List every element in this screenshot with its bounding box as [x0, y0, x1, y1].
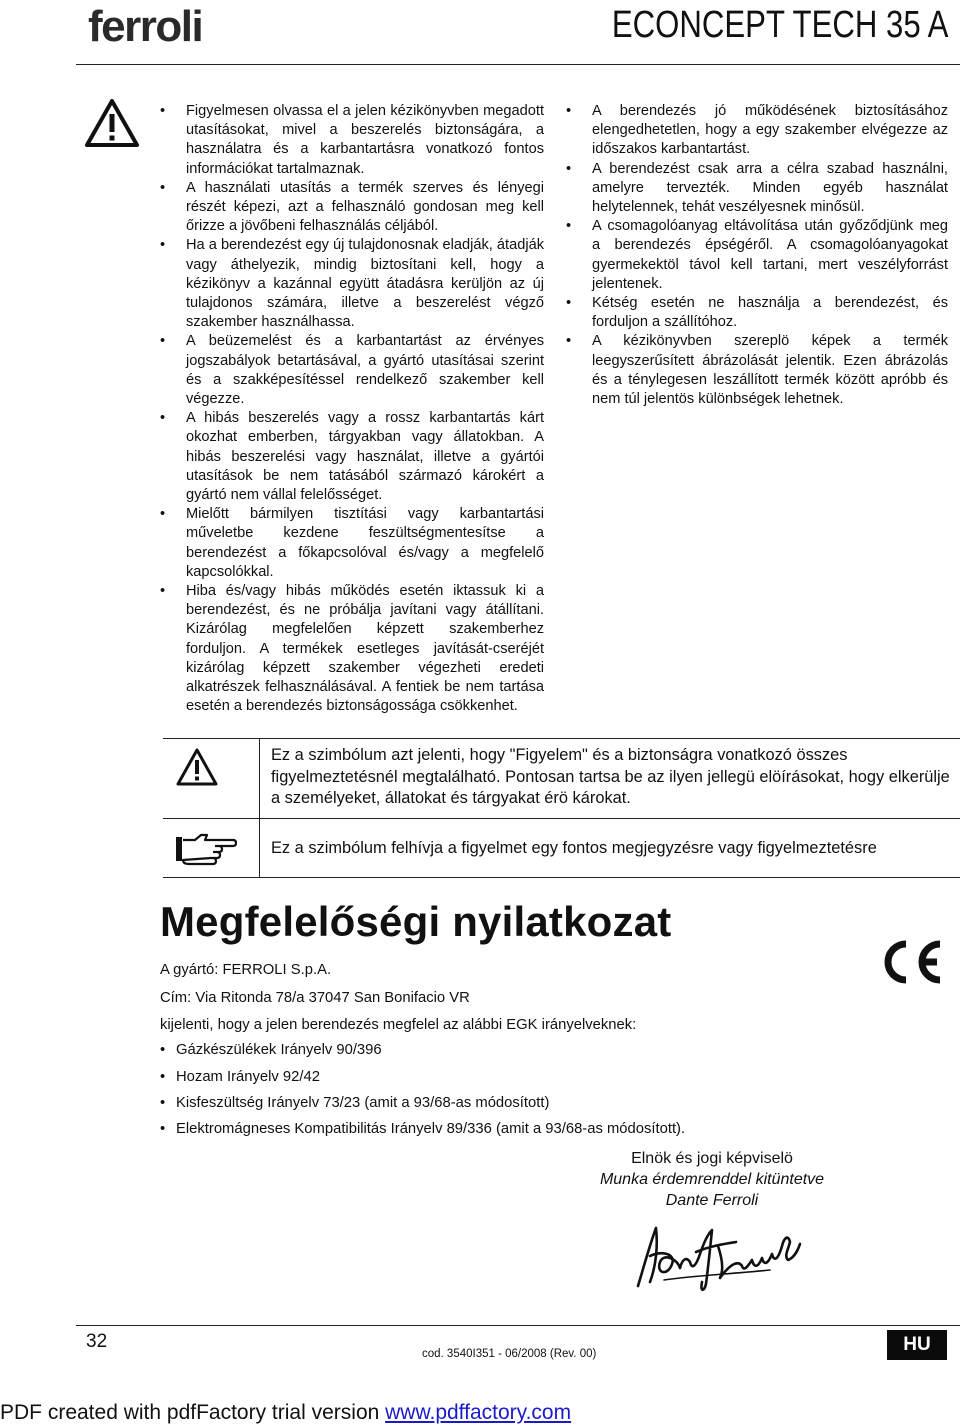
pdffactory-link[interactable]: www.pdffactory.com [385, 1401, 572, 1424]
warning-symbol-row [163, 738, 960, 818]
note-symbol-row [163, 818, 960, 878]
address: Cím: Via Ritonda 78/a 37047 San Bonifacio VR [160, 990, 470, 1006]
signatory-role: Elnök és jogi képviselö [631, 1150, 793, 1167]
column-divider [259, 819, 260, 877]
safety-item: • A kézikönyvben szereplö képek a termék leegyszerűsített ábrázolását jelentik. Ezen ábrázolás és a ténylegesen leszállított termék között apróbb és nem túl jelentös különbségek lehetnek. [566, 332, 948, 409]
signatory-block [566, 1148, 858, 1211]
safety-item: • A csomagolóanyag eltávolítása után győződjünk meg a berendezés épségéről. A csomagolóanyagokat gyermekektöl távol kell tartani, mert veszélyforrást jelentenek. [566, 217, 948, 294]
safety-item: • A beüzemelést és a karbantartást az érvényes jogszabályok betartásával, a gyártó utasításai szerint és a szakképesítéssel rendelkező szakember kell végezze. [160, 332, 544, 409]
brand-logo: ferroli [88, 2, 203, 51]
manufacturer: A gyártó: FERROLI S.p.A. [160, 962, 332, 978]
safety-item: • A berendezés jó működésének biztosításához elengedhetetlen, hogy a egy szakember elvégezze az időszakos karbantartást. [566, 102, 948, 160]
pointing-hand-icon [175, 831, 237, 867]
safety-item: • A használati utasítás a termék szerves és lényegi részét képezi, azt a felhasználó gondosan meg kell őrizze a jövőbeni felhasználás céljából. [160, 179, 544, 237]
model-title: ECONCEPT TECH 35 A [611, 4, 948, 46]
safety-item: • A hibás beszerelés vagy a rossz karbantartás kárt okozhat emberben, tárgyakban vagy állatokban. A hibás beszerelési vagy használat, illetve a gyártói utasítások be nem tatásából származó károkért a gyártó nem vállal felelősséget. [160, 409, 544, 505]
ce-mark-icon [876, 936, 944, 988]
document-code: cod. 3540I351 - 06/2008 (Rev. 00) [422, 1348, 597, 1360]
note-symbol-text: Ez a szimbólum felhívja a figyelmet egy fontos megjegyzésre vagy figyelmeztetésre [271, 839, 877, 857]
footer-rule [76, 1325, 960, 1326]
header-rule [76, 64, 960, 65]
directive-item: • Elektromágneses Kompatibilitás Irányelv 89/336 (amit a 93/68-as módosított). [160, 1121, 685, 1137]
page-number: 32 [86, 1331, 108, 1352]
safety-column-left [160, 102, 544, 717]
handwritten-signature [620, 1216, 810, 1298]
safety-item: • Mielőtt bármilyen tisztítási vagy karbantartási műveletbe kezdene feszültségmentesítse a berendezést a főkapcsolóval és/vagy a megfelelő kapcsolókkal. [160, 505, 544, 582]
safety-item: • Kétség esetén ne használja a berendezést, és forduljon a szállítóhoz. [566, 294, 948, 332]
safety-item: • Figyelmesen olvassa el a jelen kézikönyvben megadott utasításokat, mivel a beszerelés biztonságára, a használatra és a karbantartásra vonatkozó fontos információkat tartalmaznak. [160, 102, 544, 179]
safety-item: • Ha a berendezést egy új tulajdonosnak eladják, átadják vagy áthelyezik, mindig biztosítani kell, hogy a kézikönyv a kazánnal együtt átadásra kerüljön az új tulajdonos számára, illetve a beszerelést végző szakember használhassa. [160, 236, 544, 332]
column-divider [259, 739, 260, 818]
warning-triangle-icon [175, 747, 219, 787]
safety-item: • Hiba és/vagy hibás működés esetén iktassuk ki a berendezést, és ne próbálja javítani vagy átállítani. Kizárólag megfelelően képzett szakemberhez forduljon. A termékek esetleges javítását-cseréjét kizárólag képzett szakember végezheti eredeti alkatrészek felhasználásával. A fentiek be nem tartása esetén a berendezés biztonságossága csökkenhet. [160, 582, 544, 716]
signatory-award: Munka érdemrenddel kitüntetve [599, 1171, 825, 1188]
signatory-name: Dante Ferroli [665, 1192, 759, 1209]
warning-triangle-icon [84, 98, 140, 148]
directive-item: • Kisfeszültség Irányelv 73/23 (amit a 93/68-as módosított) [160, 1095, 549, 1111]
pdf-creator-notice [0, 1401, 571, 1425]
directive-item: • Hozam Irányelv 92/42 [160, 1069, 320, 1085]
pdf-notice-text: PDF created with pdfFactory trial version [0, 1401, 386, 1424]
safety-item: • A berendezést csak arra a célra szabad használni, amelyre tervezték. Minden egyéb használat helytelennek, tehát veszélyesnek minősül. [566, 160, 948, 218]
declaration-statement: kijelenti, hogy a jelen berendezés megfelel az alábbi EGK irányelveknek: [160, 1017, 637, 1033]
language-badge: HU [887, 1330, 947, 1360]
warning-symbol-text: Ez a szimbólum azt jelenti, hogy "Figyelem" és a biztonságra vonatkozó összes figyelmeztetésnél megtalálható. Pontosan tartsa be az ilyen jellegü elöírásokat, hogy elkerülje a személyeket, állatokat és tárgyakat érö károkat. [271, 746, 950, 807]
directive-item: • Gázkészülékek Irányelv 90/396 [160, 1042, 382, 1058]
safety-column-right [566, 102, 948, 409]
declaration-title: Megfelelőségi nyilatkozat [160, 898, 672, 945]
